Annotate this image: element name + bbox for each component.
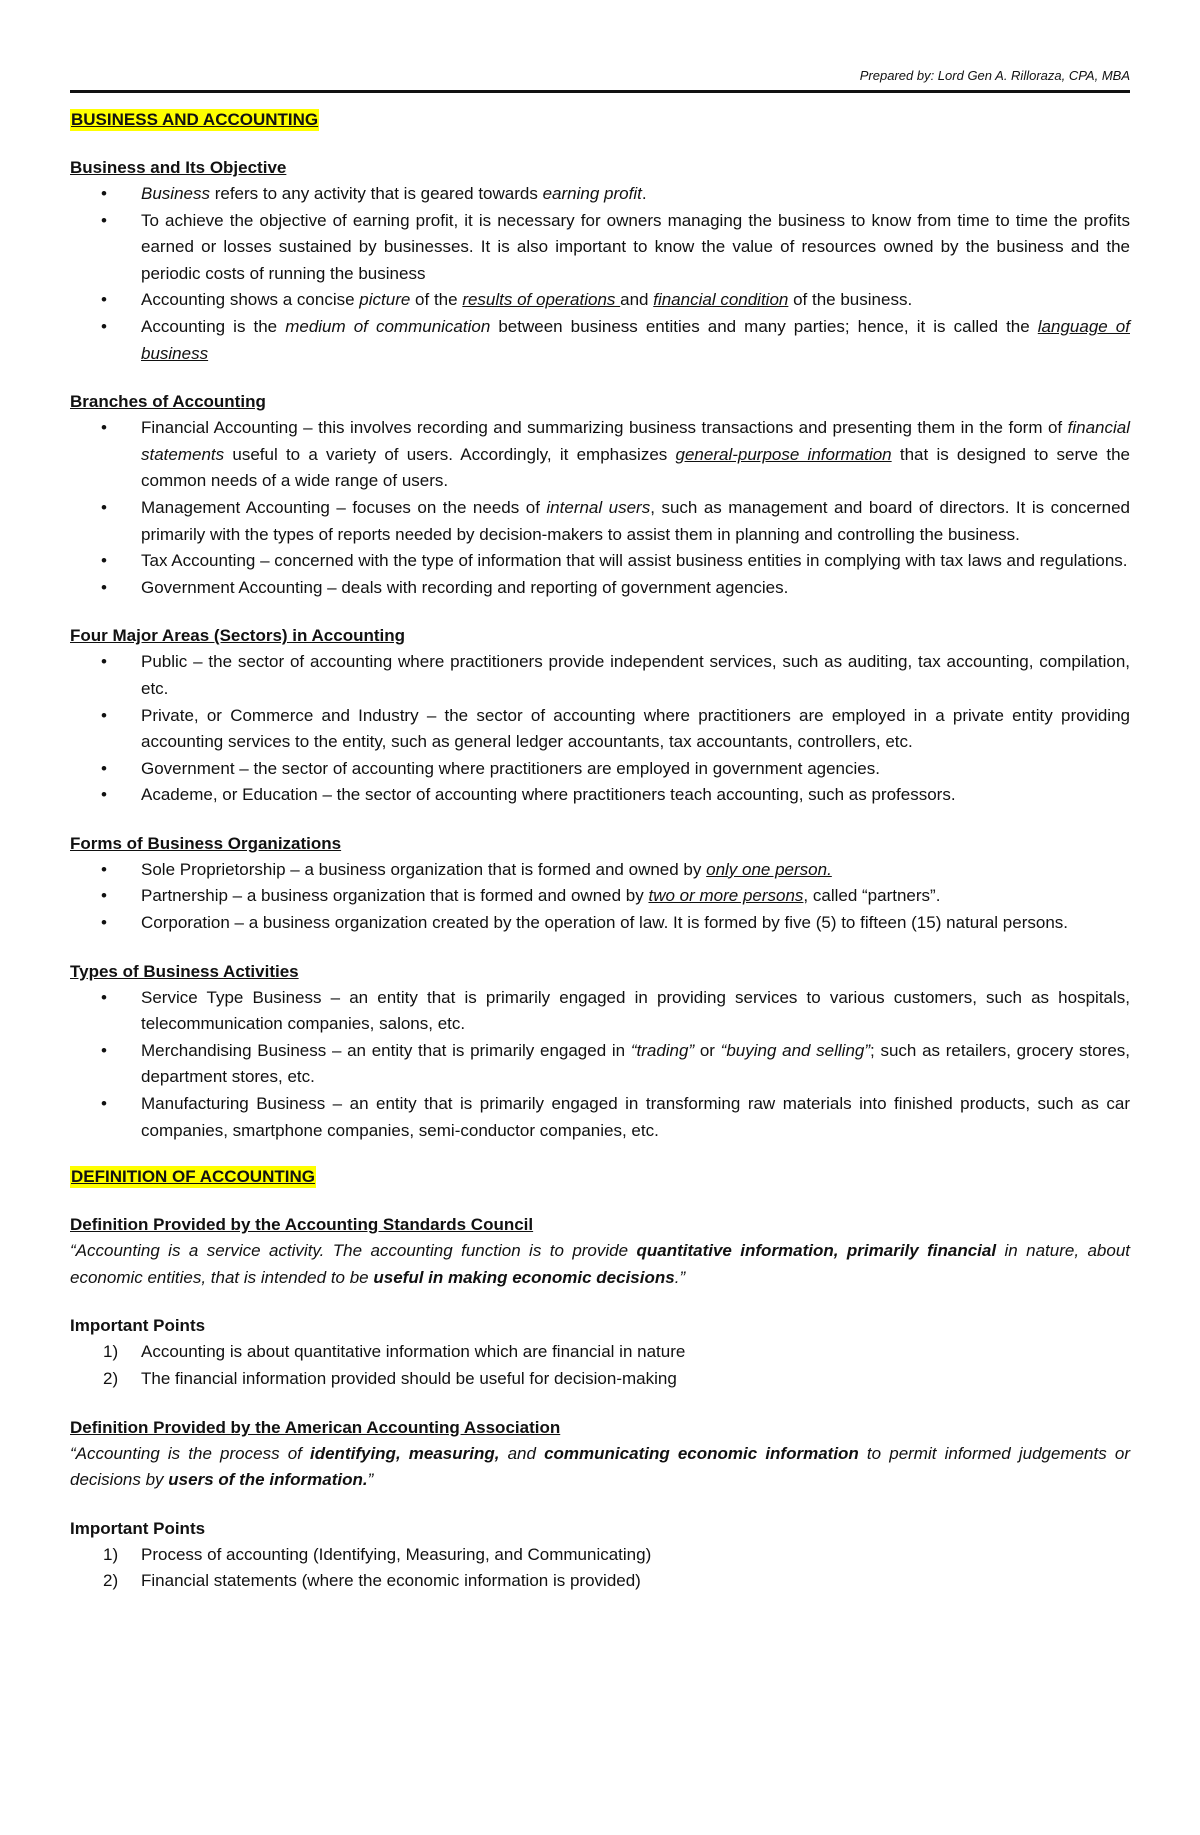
- list-item: • Accounting is the medium of communication between business entities and many parties; hence, it is called the language of business: [70, 314, 1130, 367]
- bullet-icon: •: [101, 913, 107, 933]
- bullet-icon: •: [101, 577, 107, 597]
- bullet-icon: •: [101, 210, 107, 230]
- list-item: • Sole Proprietorship – a business organization that is formed and owned by only one person.: [70, 857, 1130, 884]
- list-item: 2) Financial statements (where the economic information is provided): [103, 1571, 641, 1591]
- list-item: • Academe, or Education – the sector of accounting where practitioners teach accounting, such as professors.: [70, 782, 1130, 809]
- list-item: • Service Type Business – an entity that is primarily engaged in providing services to various customers, such as hospitals, telecommunication companies, salons, etc.: [70, 985, 1130, 1038]
- list-item: • Business refers to any activity that is geared towards earning profit.: [70, 181, 1130, 208]
- subheading: Important Points: [70, 1316, 206, 1336]
- header-rule: [70, 90, 1130, 93]
- list-item: • Management Accounting – focuses on the needs of internal users, such as management and board of directors. It is concerned primarily with the types of reports needed by decision-makers to assist them in planning and controlling the business.: [70, 495, 1130, 548]
- subheading: Definition Provided by the American Accounting Association: [70, 1417, 561, 1437]
- bullet-icon: •: [101, 785, 107, 805]
- bullet-icon: •: [101, 316, 107, 336]
- four-major-areas: [70, 623, 1130, 809]
- section-definition-of-accounting: [70, 1166, 1130, 1188]
- branches-of-accounting: [70, 389, 1130, 601]
- list-item: • Corporation – a business organization created by the operation of law. It is formed by five (5) to fifteen (15) natural persons.: [70, 910, 1130, 937]
- list-item: • Accounting shows a concise picture of the results of operations and financial condition of the business.: [70, 287, 1130, 314]
- subheading: Types of Business Activities: [70, 961, 299, 981]
- definition-quote: “Accounting is the process of identifying, measuring, and communicating economic information to permit informed judgements or decisions by users of the information.”: [70, 1443, 1130, 1490]
- subheading: Important Points: [70, 1518, 206, 1538]
- bullet-icon: •: [101, 551, 107, 571]
- list-item: • Partnership – a business organization that is formed and owned by two or more persons, called “partners”.: [70, 883, 1130, 910]
- subheading: Forms of Business Organizations: [70, 833, 342, 853]
- list-item: • Merchandising Business – an entity that is primarily engaged in “trading” or “buying and selling”; such as retailers, grocery stores, department stores, etc.: [70, 1038, 1130, 1091]
- bullet-icon: •: [101, 705, 107, 725]
- list-item: • Government Accounting – deals with recording and reporting of government agencies.: [70, 575, 1130, 602]
- bullet-icon: •: [101, 758, 107, 778]
- list-item: • To achieve the objective of earning profit, it is necessary for owners managing the business to know from time to time the profits earned or losses sustained by businesses. It is also important to know the value of resources owned by the business and the periodic costs of running the business: [70, 208, 1130, 288]
- bullet-icon: •: [101, 1040, 107, 1060]
- list-item: • Public – the sector of accounting where practitioners provide independent services, such as auditing, tax accounting, compilation, etc.: [70, 649, 1130, 702]
- bullet-list: [70, 985, 1130, 1145]
- numbered-list: [70, 1542, 1130, 1595]
- subheading: Four Major Areas (Sectors) in Accounting: [70, 626, 406, 646]
- prepared-by: Prepared by: Lord Gen A. Rilloraza, CPA, MBA: [859, 68, 1130, 83]
- list-item: • Financial Accounting – this involves recording and summarizing business transactions and presenting them in the form of financial statements useful to a variety of users. Accordingly, it emphasizes general-purpose information that is designed to serve the common needs of a wide range of users.: [70, 415, 1130, 495]
- bullet-icon: •: [101, 886, 107, 906]
- bullet-list: [70, 649, 1130, 809]
- document-page: [70, 66, 1130, 1595]
- bullet-icon: •: [101, 652, 107, 672]
- section-title: DEFINITION OF ACCOUNTING: [71, 1167, 315, 1187]
- list-item: 1) Process of accounting (Identifying, Measuring, and Communicating): [103, 1544, 652, 1564]
- bullet-icon: •: [101, 1094, 107, 1114]
- business-objective: [70, 155, 1130, 367]
- subheading: Definition Provided by the Accounting Standards Council: [70, 1215, 534, 1235]
- definition-quote: “Accounting is a service activity. The accounting function is to provide quantitative information, primarily financial in nature, about economic entities, that is intended to be useful in making economic decisions.”: [70, 1241, 1131, 1287]
- bullet-icon: •: [101, 859, 107, 879]
- forms-of-business: [70, 831, 1130, 937]
- aaa-important-points: [70, 1516, 1130, 1595]
- bullet-list: [70, 181, 1130, 367]
- types-of-business-activities: [70, 959, 1130, 1145]
- list-item: 1) Accounting is about quantitative information which are financial in nature: [103, 1342, 686, 1362]
- asc-definition: [70, 1212, 1130, 1291]
- bullet-icon: •: [101, 418, 107, 438]
- section-business-and-accounting: [70, 109, 1130, 131]
- bullet-icon: •: [101, 497, 107, 517]
- aaa-definition: [70, 1415, 1130, 1494]
- bullet-list: [70, 857, 1130, 937]
- subheading: Business and Its Objective: [70, 158, 287, 177]
- bullet-icon: •: [101, 290, 107, 310]
- numbered-list: [70, 1339, 1130, 1392]
- list-item: 2) The financial information provided should be useful for decision-making: [103, 1369, 677, 1388]
- subheading: Branches of Accounting: [70, 392, 266, 412]
- list-item: • Tax Accounting – concerned with the type of information that will assist business entities in complying with tax laws and regulations.: [70, 548, 1130, 575]
- section-title: BUSINESS AND ACCOUNTING: [71, 110, 319, 129]
- list-item: • Private, or Commerce and Industry – the sector of accounting where practitioners are employed in a private entity providing accounting services to the entity, such as general ledger accountants, tax accountants, controllers, etc.: [70, 703, 1130, 756]
- bullet-list: [70, 415, 1130, 601]
- asc-important-points: [70, 1313, 1130, 1392]
- bullet-icon: •: [101, 987, 107, 1007]
- list-item: • Manufacturing Business – an entity that is primarily engaged in transforming raw materials into finished products, such as car companies, smartphone companies, semi-conductor companies, etc.: [70, 1091, 1130, 1144]
- bullet-icon: •: [101, 184, 107, 203]
- list-item: • Government – the sector of accounting where practitioners are employed in government agencies.: [70, 756, 1130, 783]
